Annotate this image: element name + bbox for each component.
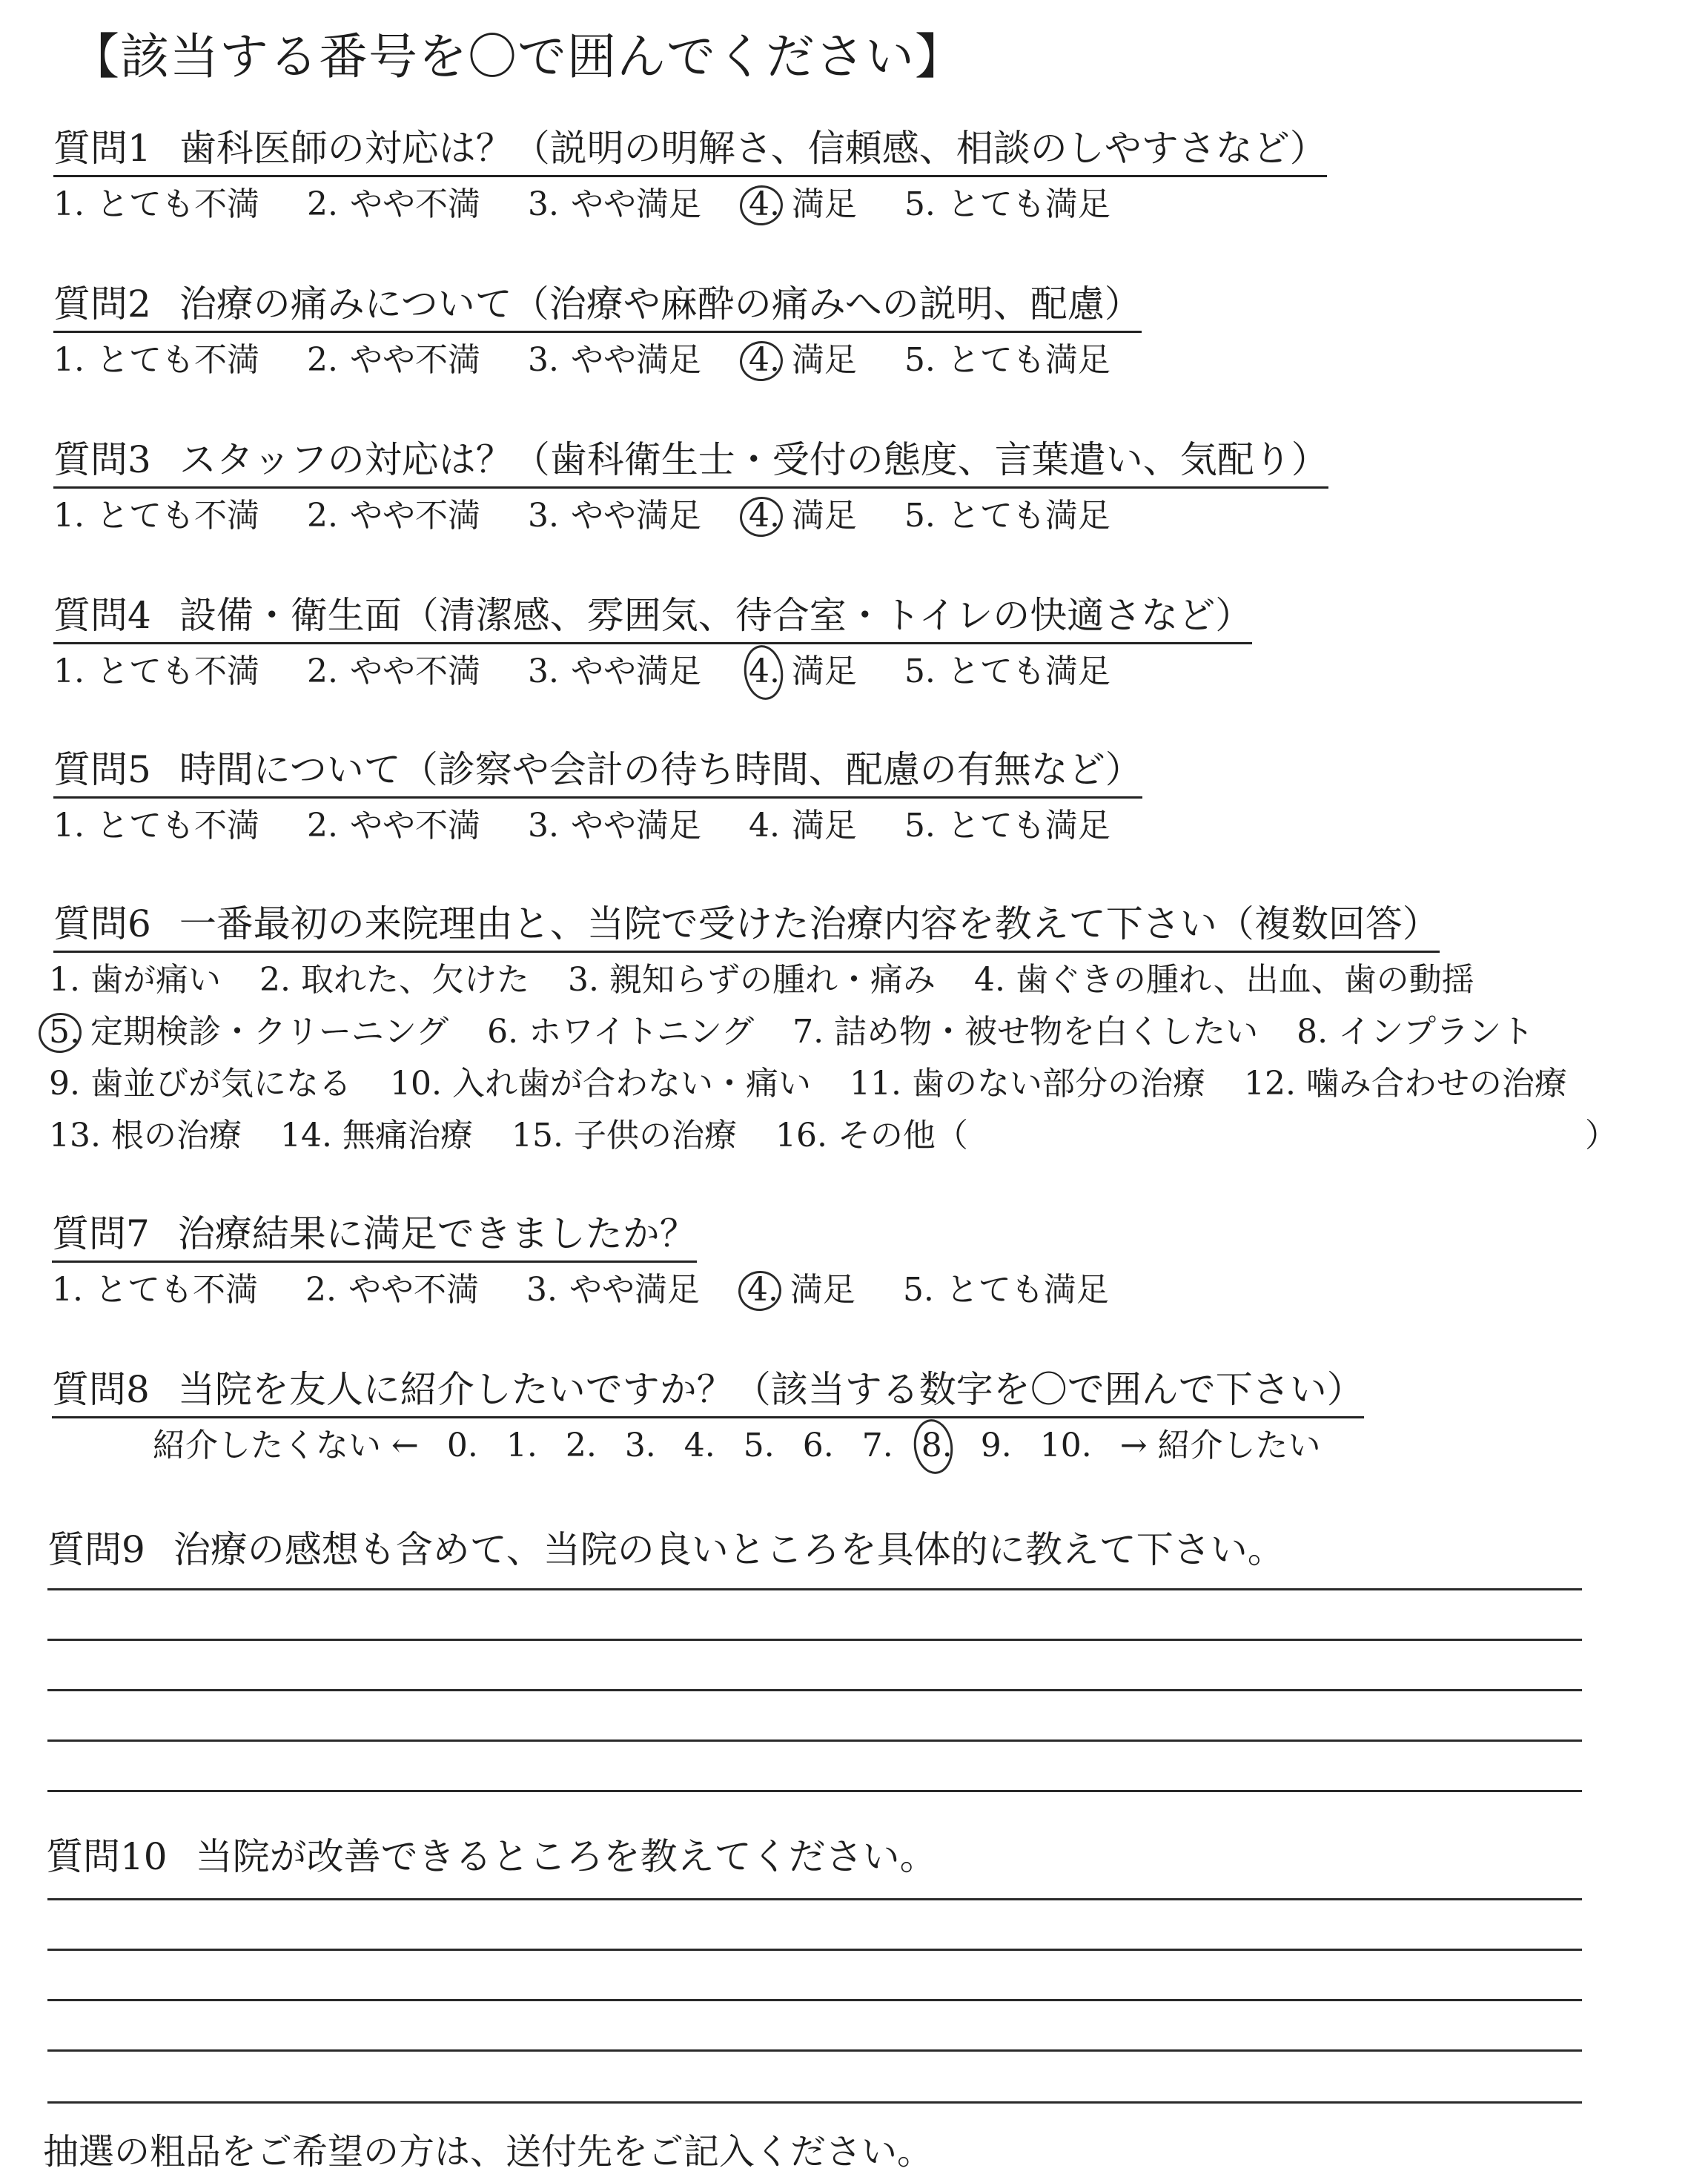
answer-line[interactable] — [47, 1790, 1582, 1792]
option-5[interactable] — [904, 805, 1110, 847]
option-label: とても満足 — [947, 497, 1110, 535]
question-title — [53, 900, 1440, 953]
option-label: やや不満 — [348, 1271, 479, 1309]
option-number: 2. — [305, 1271, 337, 1309]
option-number: 3. — [527, 185, 559, 223]
selected-circle-mark — [741, 643, 787, 703]
question-2 — [53, 280, 1142, 333]
question-text: 治療の感想も含めて、当院の良いところを具体的に教えて下さい。 — [173, 1528, 1285, 1571]
option-number: 3. — [527, 497, 559, 535]
question-5 — [53, 746, 1142, 799]
option-label: インプラント — [1338, 1013, 1535, 1051]
option-label: とても不満 — [96, 341, 259, 379]
option-label: とても不満 — [96, 807, 259, 845]
question-number: 質問5 — [53, 748, 151, 791]
option-label: やや不満 — [349, 341, 480, 379]
option-4[interactable] — [749, 651, 857, 693]
q6-option[interactable] — [259, 959, 529, 1001]
option-3[interactable] — [526, 1269, 700, 1311]
option-number: 1. — [53, 497, 85, 535]
answer-line[interactable] — [47, 1588, 1582, 1590]
q6-option[interactable] — [1244, 1063, 1567, 1105]
option-label: 子供の治療 — [573, 1117, 737, 1154]
question-text: 当院が改善できるところを教えてください。 — [195, 1835, 937, 1878]
option-number: 4. — [748, 807, 780, 845]
option-2[interactable] — [307, 495, 480, 537]
option-label: 満足 — [790, 1271, 855, 1309]
option-4[interactable] — [747, 1269, 855, 1311]
option-number: 1. — [53, 185, 85, 223]
option-3[interactable] — [528, 805, 701, 847]
option-4[interactable] — [749, 184, 857, 225]
option-label: やや満足 — [570, 497, 701, 535]
option-number: 3. — [527, 807, 559, 845]
q6-option[interactable] — [568, 959, 936, 1001]
option-number: 5. — [904, 185, 936, 223]
q8-scale-value[interactable]: 3. — [624, 1427, 656, 1464]
option-number: 7. — [792, 1013, 824, 1051]
option-number: 10. — [389, 1065, 442, 1103]
option-label: やや不満 — [349, 497, 480, 535]
question-title — [53, 125, 1327, 177]
q6-option[interactable] — [49, 1063, 351, 1105]
option-label: やや満足 — [570, 652, 701, 690]
option-number: 3. — [526, 1271, 557, 1309]
option-number: 2. — [306, 341, 338, 379]
q6-row-3[interactable] — [49, 1063, 1606, 1105]
question-number: 質問3 — [53, 438, 151, 481]
option-4[interactable] — [749, 805, 857, 847]
option-label: やや満足 — [570, 341, 701, 379]
option-number: 2. — [306, 652, 338, 690]
option-number: 1. — [52, 1271, 83, 1309]
option-label: やや満足 — [570, 185, 701, 223]
option-label: 満足 — [791, 807, 857, 845]
option-label: とても不満 — [96, 185, 259, 223]
option-3[interactable] — [528, 340, 701, 381]
option-1[interactable] — [52, 1269, 258, 1311]
option-label: とても不満 — [96, 497, 259, 535]
option-3[interactable] — [528, 651, 701, 693]
q8-scale-value[interactable]: 1. — [506, 1427, 537, 1464]
option-label: やや不満 — [349, 185, 480, 223]
option-number: 8. — [1297, 1013, 1328, 1051]
option-label: 歯が痛い — [90, 961, 221, 999]
answer-line[interactable] — [47, 1999, 1582, 2001]
option-label: やや不満 — [349, 652, 480, 690]
option-number: 5. — [904, 807, 936, 845]
option-2[interactable] — [307, 340, 480, 381]
option-label: 親知らずの腫れ・痛み — [609, 961, 936, 999]
option-2[interactable] — [305, 1269, 479, 1311]
question-number: 質問7 — [52, 1212, 150, 1255]
question-text: 当院を友人に紹介したいですか？（該当する数字を〇で囲んで下さい） — [177, 1368, 1364, 1411]
question-text: 一番最初の来院理由と、当院で受けた治療内容を教えて下さい（複数回答） — [179, 902, 1440, 945]
q8-scale-value[interactable]: 8. — [921, 1425, 953, 1467]
q6-option[interactable] — [1297, 1011, 1534, 1053]
q5-options[interactable] — [53, 805, 1158, 847]
q8-scale-value[interactable]: 7. — [861, 1427, 893, 1464]
question-title — [53, 280, 1142, 333]
option-label: 根の治療 — [110, 1117, 242, 1154]
option-number: 9. — [49, 1065, 80, 1103]
question-number: 質問1 — [53, 127, 151, 170]
option-label: 定期検診・クリーニング — [90, 1013, 449, 1051]
option-label: その他（ — [837, 1117, 968, 1154]
question-text: 時間について（診察や会計の待ち時間、配慮の有無など） — [179, 748, 1142, 791]
option-1[interactable] — [53, 340, 259, 381]
selected-circle-mark — [910, 1417, 956, 1477]
option-label: やや不満 — [349, 807, 480, 845]
q2-options[interactable] — [53, 340, 1158, 381]
question-title — [52, 1210, 697, 1263]
question-text: スタッフの対応は？（歯科衛生士・受付の態度、言葉遣い、気配り） — [179, 438, 1328, 481]
option-number: 4. — [748, 652, 780, 690]
option-number: 3. — [527, 341, 559, 379]
option-number: 1. — [49, 961, 80, 999]
q6-option[interactable] — [487, 1011, 754, 1053]
q6-option[interactable] — [974, 959, 1474, 1001]
option-label: ホワイトニング — [529, 1013, 755, 1051]
q1-options[interactable] — [53, 184, 1158, 225]
question-text: 設備・衛生面（清潔感、雰囲気、待合室・トイレの快適さなど） — [179, 594, 1253, 637]
question-title — [53, 436, 1328, 489]
q8-scale-value[interactable]: 4. — [683, 1427, 715, 1464]
question-10 — [46, 1833, 937, 1883]
question-text: 治療の痛みについて（治療や麻酔の痛みへの説明、配慮） — [179, 283, 1142, 326]
question-number: 質問2 — [53, 283, 151, 326]
answer-line[interactable] — [47, 2049, 1582, 2052]
q7-options[interactable] — [52, 1269, 1156, 1311]
option-1[interactable] — [53, 651, 259, 693]
q3-options[interactable] — [53, 495, 1158, 537]
option-2[interactable] — [307, 184, 480, 225]
option-label: とても満足 — [947, 807, 1110, 845]
q6-option[interactable] — [390, 1063, 811, 1105]
option-label: 満足 — [791, 652, 857, 690]
option-3[interactable] — [528, 495, 701, 537]
question-8 — [52, 1366, 1364, 1418]
option-5[interactable] — [903, 1269, 1109, 1311]
q8-scale-value[interactable]: 2. — [565, 1427, 597, 1464]
option-number: 2. — [306, 807, 338, 845]
option-label: とても満足 — [947, 341, 1110, 379]
option-label: やや満足 — [570, 807, 701, 845]
option-label: 噛み合わせの治療 — [1305, 1065, 1567, 1103]
option-number: 1. — [53, 341, 85, 379]
option-number: 11. — [849, 1065, 901, 1103]
option-number: 6. — [487, 1013, 519, 1051]
option-number: 4. — [747, 1271, 778, 1309]
question-number: 質問10 — [46, 1835, 168, 1878]
footer-note: 抽選の粗品をご希望の方は、送付先をご記入ください。 — [43, 2131, 933, 2173]
q8-scale-value[interactable]: 5. — [743, 1427, 775, 1464]
question-6 — [53, 900, 1440, 953]
option-label: とても満足 — [947, 652, 1110, 690]
option-2[interactable] — [307, 651, 480, 693]
option-label: やや満足 — [569, 1271, 700, 1309]
option-number: 5. — [902, 1271, 934, 1309]
answer-line[interactable] — [47, 2101, 1582, 2104]
q6-option[interactable] — [49, 1011, 448, 1053]
question-1 — [53, 125, 1327, 177]
option-4[interactable] — [749, 340, 857, 381]
option-number: 1. — [53, 652, 85, 690]
option-number: 14. — [279, 1117, 332, 1154]
option-5[interactable] — [904, 651, 1110, 693]
q8-scale-value[interactable]: 6. — [802, 1427, 834, 1464]
answer-line[interactable] — [47, 1739, 1582, 1742]
option-1[interactable] — [53, 184, 259, 225]
option-number: 4. — [748, 497, 780, 535]
q6-option[interactable] — [775, 1115, 968, 1157]
q6-option[interactable] — [792, 1011, 1258, 1053]
option-number: 2. — [306, 497, 338, 535]
option-number: 2. — [306, 185, 338, 223]
q6-option[interactable] — [280, 1115, 473, 1157]
option-label: 満足 — [791, 185, 857, 223]
q8-left-label: 紹介したくない ← — [153, 1427, 419, 1464]
q6-option[interactable] — [512, 1115, 737, 1157]
question-3 — [53, 436, 1328, 489]
q8-right-label: → 紹介したい — [1119, 1427, 1321, 1464]
option-3[interactable] — [528, 184, 701, 225]
option-number: 4. — [748, 341, 780, 379]
q6-option[interactable] — [49, 959, 221, 1001]
option-1[interactable] — [53, 805, 259, 847]
question-title — [46, 1833, 937, 1883]
q4-options[interactable] — [53, 651, 1158, 693]
question-text: 歯科医師の対応は？（説明の明解さ、信頼感、相談のしやすさなど） — [179, 127, 1327, 170]
option-label: 歯のない部分の治療 — [911, 1065, 1205, 1103]
question-number: 質問4 — [53, 594, 151, 637]
q6-row-4[interactable] — [49, 1115, 1007, 1157]
question-number: 質問8 — [52, 1368, 150, 1411]
option-number: 2. — [259, 961, 291, 999]
option-number: 5. — [904, 341, 936, 379]
option-label: 入れ歯が合わない・痛い — [451, 1065, 811, 1103]
option-5[interactable] — [904, 184, 1110, 225]
question-4 — [53, 592, 1252, 644]
option-label: 無痛治療 — [342, 1117, 473, 1154]
option-label: 取れた、欠けた — [300, 961, 529, 999]
question-text: 治療結果に満足できましたか？ — [177, 1212, 697, 1255]
option-number: 4. — [973, 961, 1005, 999]
option-number: 1. — [53, 807, 85, 845]
option-1[interactable] — [53, 495, 259, 537]
q6-row-2[interactable] — [49, 1011, 1572, 1053]
answer-line[interactable] — [47, 1949, 1582, 1951]
q6-other-close: ） — [1585, 1117, 1618, 1154]
option-label: 満足 — [791, 497, 857, 535]
question-title — [47, 1526, 1285, 1576]
option-number: 5. — [904, 497, 936, 535]
q8-scale-value[interactable]: 0. — [446, 1427, 478, 1464]
option-number: 13. — [49, 1117, 101, 1154]
option-label: とても満足 — [945, 1271, 1109, 1309]
option-5[interactable] — [904, 340, 1110, 381]
q8-scale-value[interactable]: 9. — [980, 1427, 1012, 1464]
question-9 — [47, 1526, 1285, 1576]
q8-scale-value[interactable]: 10. — [1039, 1427, 1092, 1464]
option-label: 詰め物・被せ物を白くしたい — [834, 1013, 1259, 1051]
option-number: 16. — [775, 1117, 827, 1154]
option-label: とても不満 — [96, 652, 259, 690]
option-label: とても満足 — [947, 185, 1110, 223]
option-5[interactable] — [904, 495, 1110, 537]
q8-scale[interactable] — [153, 1425, 1349, 1467]
option-number: 5. — [49, 1013, 80, 1051]
option-number: 3. — [567, 961, 599, 999]
option-number: 12. — [1243, 1065, 1296, 1103]
question-title — [53, 746, 1142, 799]
option-number: 15. — [511, 1117, 563, 1154]
answer-line[interactable] — [47, 1898, 1582, 1900]
option-number: 3. — [527, 652, 559, 690]
question-title — [52, 1366, 1364, 1418]
option-label: 歯並びが気になる — [90, 1065, 351, 1103]
q6-row-1[interactable] — [49, 959, 1513, 1001]
q6-option[interactable] — [49, 1115, 242, 1157]
option-number: 4. — [748, 185, 780, 223]
q6-option[interactable] — [850, 1063, 1205, 1105]
question-number: 質問9 — [47, 1528, 145, 1571]
option-4[interactable] — [749, 495, 857, 537]
option-label: 歯ぐきの腫れ、出血、歯の動揺 — [1015, 961, 1474, 999]
page-title: 【該当する番号を〇で囲んでください】 — [70, 28, 964, 85]
question-7 — [52, 1210, 697, 1263]
option-number: 5. — [904, 652, 936, 690]
question-title — [53, 592, 1252, 644]
answer-line[interactable] — [47, 1639, 1582, 1641]
option-2[interactable] — [307, 805, 480, 847]
answer-line[interactable] — [47, 1689, 1582, 1691]
option-label: 満足 — [791, 341, 857, 379]
option-label: とても不満 — [94, 1271, 258, 1309]
question-number: 質問6 — [53, 902, 151, 945]
